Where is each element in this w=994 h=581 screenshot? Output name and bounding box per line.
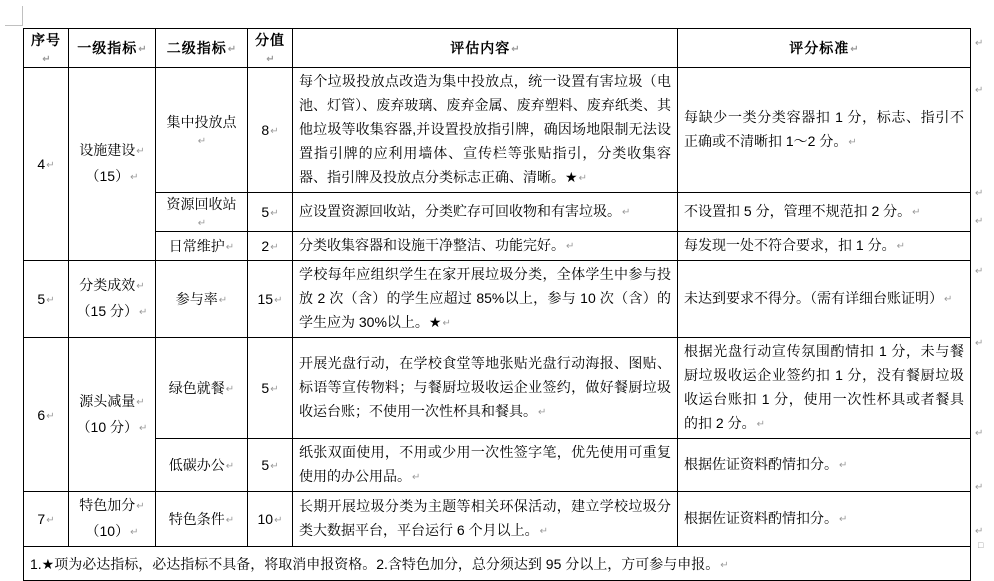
table-row <box>24 261 971 338</box>
paragraph-mark: ↵ <box>756 419 765 430</box>
end-of-row-mark: ↵ <box>975 338 984 349</box>
cell-level1-facility[interactable] <box>69 68 156 261</box>
paragraph-mark: ↵ <box>130 527 139 538</box>
cell-content[interactable] <box>293 68 678 193</box>
content-text: 分类收集容器和设施干净整洁、功能完好。 <box>299 237 565 253</box>
cell-score[interactable] <box>248 492 293 547</box>
header-standard-label: 评分标准 <box>789 40 850 56</box>
level2-label: 参与率 <box>175 291 218 307</box>
cell-level2-participation[interactable] <box>156 261 248 338</box>
paragraph-mark: ↵ <box>578 173 587 184</box>
content-text: 长期开展垃圾分类为主题等相关环保活动，建立学校垃圾分类大数据平台，平台运行 6 个月以上。 <box>299 498 671 538</box>
content-text: 学校每年应组织学生在家开展垃圾分类，全体学生中参与投放 2 次（含）的学生应超过 85%以上，参与 10 次（含）的学生应为 30%以上。★ <box>299 266 671 330</box>
paragraph-mark: ↵ <box>197 136 207 147</box>
table-row <box>24 232 971 261</box>
score-value: 5 <box>261 380 270 396</box>
paragraph-mark: ↵ <box>944 294 953 305</box>
end-of-row-mark: ↵ <box>975 38 984 49</box>
paragraph-mark: ↵ <box>566 241 575 252</box>
cell-level2-daily-maintenance[interactable] <box>156 232 248 261</box>
header-content[interactable] <box>293 29 678 68</box>
seq-number: 5 <box>37 291 46 307</box>
paragraph-mark: ↵ <box>912 207 921 218</box>
paragraph-mark: ↵ <box>266 54 275 65</box>
level1-score-label: （15） <box>85 168 130 184</box>
cell-footnote[interactable] <box>24 547 971 581</box>
paragraph-mark: ↵ <box>850 44 859 55</box>
end-of-row-mark: ↵ <box>975 85 984 96</box>
score-value: 8 <box>261 122 270 138</box>
level1-score-label: （15 分） <box>76 303 139 319</box>
cell-score[interactable] <box>248 232 293 261</box>
cell-content[interactable] <box>293 232 678 261</box>
standard-text: 不设置扣 5 分，管理不规范扣 2 分。 <box>684 203 912 219</box>
header-content-label: 评估内容 <box>450 40 511 56</box>
content-text: 每个垃圾投放点改造为集中投放点，统一设置有害垃圾（电池、灯管）、废弃玻璃、废弃金属、废弃塑料、废弃纸类、其他垃圾等收集容器,并设置投放指引牌，确因场地限制无法设置指引牌的应利用墙体、宣传栏等张贴指引，分类收集容器、指引牌及投放点分类标志正确、清晰。★ <box>299 73 671 185</box>
table-row <box>24 193 971 232</box>
cell-content[interactable] <box>293 492 678 547</box>
paragraph-mark: ↵ <box>270 242 279 253</box>
cell-content[interactable] <box>293 338 678 439</box>
standard-text: 根据佐证资料酌情扣分。 <box>684 510 838 526</box>
cell-content[interactable] <box>293 261 678 338</box>
seq-number: 4 <box>37 156 46 172</box>
level1-label: 特色加分 <box>79 497 136 513</box>
paragraph-mark: ↵ <box>46 160 55 171</box>
score-value: 5 <box>261 204 270 220</box>
paragraph-mark: ↵ <box>839 460 848 471</box>
paragraph-mark: ↵ <box>442 318 451 329</box>
paragraph-mark: ↵ <box>197 218 207 229</box>
header-score-label: 分值 <box>255 32 285 48</box>
paragraph-mark: ↵ <box>136 146 145 157</box>
footnote-text: 1.★项为必达指标，必达指标不具备，将取消申报资格。2.含特色加分，总分须达到 95 分以上，方可参与申报。 <box>30 555 720 572</box>
end-of-row-mark: ↵ <box>975 216 984 227</box>
paragraph-mark: ↵ <box>42 54 51 65</box>
standard-text: 每缺少一类分类容器扣 1 分，标志、指引不正确或不清晰扣 1～2 分。 <box>684 109 964 149</box>
end-of-row-mark: ↵ <box>975 188 984 199</box>
end-of-row-mark: ↵ <box>975 266 984 277</box>
content-text: 开展光盘行动，在学校食堂等地张贴光盘行动海报、图贴、标语等宣传物料；与餐厨垃圾收运企业签约，做好餐厨垃圾收运台账；不使用一次性杯具和餐具。 <box>299 355 671 419</box>
cell-level2-special-condition[interactable] <box>156 492 248 547</box>
table-row <box>24 492 971 547</box>
cell-level2-recycle-station[interactable] <box>156 193 248 232</box>
level1-score-label: （10） <box>85 523 130 539</box>
paragraph-mark: ↵ <box>136 396 145 408</box>
paragraph-mark: ↵ <box>270 208 279 219</box>
paragraph-mark: ↵ <box>270 461 279 472</box>
header-row <box>24 29 971 68</box>
paragraph-mark: ↵ <box>227 44 237 55</box>
cell-standard[interactable] <box>678 193 971 232</box>
header-level1-label: 一级指标 <box>77 40 138 56</box>
table-row <box>24 338 971 439</box>
level2-label: 资源回收站 <box>166 196 237 212</box>
paragraph-mark: ↵ <box>139 422 148 434</box>
cell-level1-bonus[interactable] <box>69 492 156 547</box>
paragraph-mark: ↵ <box>511 44 520 55</box>
seq-number: 6 <box>37 406 46 423</box>
end-of-row-mark: ↵ <box>975 526 984 537</box>
cell-standard[interactable] <box>678 261 971 338</box>
paragraph-mark: ↵ <box>270 126 279 137</box>
page-corner-crop-mark <box>22 6 23 26</box>
paragraph-mark: ↵ <box>46 515 55 526</box>
evaluation-criteria-table <box>23 28 971 581</box>
score-value: 2 <box>261 238 270 254</box>
cell-score[interactable] <box>248 338 293 439</box>
score-value: 10 <box>257 511 274 527</box>
paragraph-mark: ↵ <box>539 526 548 537</box>
paragraph-mark: ↵ <box>270 384 279 395</box>
cell-score[interactable] <box>248 68 293 193</box>
paragraph-mark: ↵ <box>225 461 235 472</box>
seq-number: 7 <box>37 511 46 527</box>
cell-level2-green-dining[interactable] <box>156 338 248 439</box>
header-seq-label: 序号 <box>31 32 61 48</box>
paragraph-mark: ↵ <box>412 472 421 483</box>
level2-label: 低碳办公 <box>168 457 225 473</box>
paragraph-mark: ↵ <box>46 410 55 422</box>
content-text: 应设置资源回收站，分类贮存可回收物和有害垃圾。 <box>299 203 621 219</box>
paragraph-mark: ↵ <box>136 501 145 512</box>
paragraph-mark: ↵ <box>225 242 235 253</box>
cell-level1-reduction[interactable] <box>69 338 156 492</box>
footnote-row <box>24 547 971 581</box>
paragraph-mark: ↵ <box>839 514 848 525</box>
paragraph-mark: ↵ <box>720 559 729 571</box>
table-row <box>24 439 971 492</box>
paragraph-mark: ↵ <box>138 44 147 55</box>
cell-standard[interactable] <box>678 338 971 439</box>
paragraph-mark: ↵ <box>274 515 283 526</box>
paragraph-mark: ↵ <box>622 207 631 218</box>
header-level2[interactable] <box>156 29 248 68</box>
paragraph-mark: ↵ <box>46 295 55 306</box>
standard-text: 每发现一处不符合要求，扣 1 分。 <box>684 237 896 253</box>
standard-text: 未达到要求不得分。（需有详细台账证明） <box>684 290 943 306</box>
cell-seq-6[interactable] <box>24 338 69 492</box>
paragraph-mark: ↵ <box>218 295 228 306</box>
cell-content[interactable] <box>293 439 678 492</box>
level2-label: 日常维护 <box>168 238 225 254</box>
table-row <box>24 68 971 193</box>
cell-standard[interactable] <box>678 68 971 193</box>
cell-score[interactable] <box>248 261 293 338</box>
score-value: 5 <box>261 457 270 473</box>
cell-seq-4[interactable] <box>24 68 69 261</box>
level1-score-label: （10 分） <box>76 418 139 435</box>
cell-standard[interactable] <box>678 492 971 547</box>
level1-label: 分类成效 <box>79 277 136 293</box>
paragraph-mark: ↵ <box>225 515 235 526</box>
end-of-row-mark: ↵ <box>975 428 984 439</box>
cell-score[interactable] <box>248 439 293 492</box>
header-seq[interactable] <box>24 29 69 68</box>
cell-score[interactable] <box>248 193 293 232</box>
paragraph-mark: ↵ <box>130 172 139 183</box>
paragraph-mark: ↵ <box>225 384 235 395</box>
paragraph-mark: ↵ <box>848 137 857 148</box>
paragraph-mark: ↵ <box>274 295 283 306</box>
cell-standard[interactable] <box>678 439 971 492</box>
standard-text: 根据光盘行动宣传氛围酌情扣 1 分，未与餐厨垃圾收运企业签约扣 1 分，没有餐厨垃圾收运台账扣 1 分，使用一次性杯具或者餐具的扣 2 分。 <box>684 343 964 431</box>
paragraph-mark: ↵ <box>538 407 547 418</box>
level2-label: 特色条件 <box>168 511 225 527</box>
paragraph-mark: ↵ <box>136 281 145 292</box>
cell-content[interactable] <box>293 193 678 232</box>
header-level1[interactable] <box>69 29 156 68</box>
paragraph-mark: ↵ <box>896 241 905 252</box>
level2-label: 绿色就餐 <box>168 380 225 396</box>
cell-seq-7[interactable] <box>24 492 69 547</box>
end-of-content-mark: □ <box>978 540 984 550</box>
level1-label: 设施建设 <box>79 142 136 158</box>
end-of-row-mark: ↵ <box>975 482 984 493</box>
standard-text: 根据佐证资料酌情扣分。 <box>684 456 838 472</box>
paragraph-mark: ↵ <box>139 307 148 318</box>
cell-seq-5[interactable] <box>24 261 69 338</box>
cell-level2-drop-points[interactable] <box>156 68 248 193</box>
header-level2-label: 二级指标 <box>166 40 227 56</box>
cell-level2-low-carbon-office[interactable] <box>156 439 248 492</box>
header-score[interactable] <box>248 29 293 68</box>
page-corner-crop-mark <box>5 25 23 26</box>
score-value: 15 <box>257 291 274 307</box>
level2-label: 集中投放点 <box>166 114 237 130</box>
content-text: 纸张双面使用，不用或少用一次性签字笔，优先使用可重复使用的办公用品。 <box>299 444 671 484</box>
cell-standard[interactable] <box>678 232 971 261</box>
header-standard[interactable] <box>678 29 971 68</box>
cell-level1-effect[interactable] <box>69 261 156 338</box>
level1-label: 源头减量 <box>79 392 136 409</box>
